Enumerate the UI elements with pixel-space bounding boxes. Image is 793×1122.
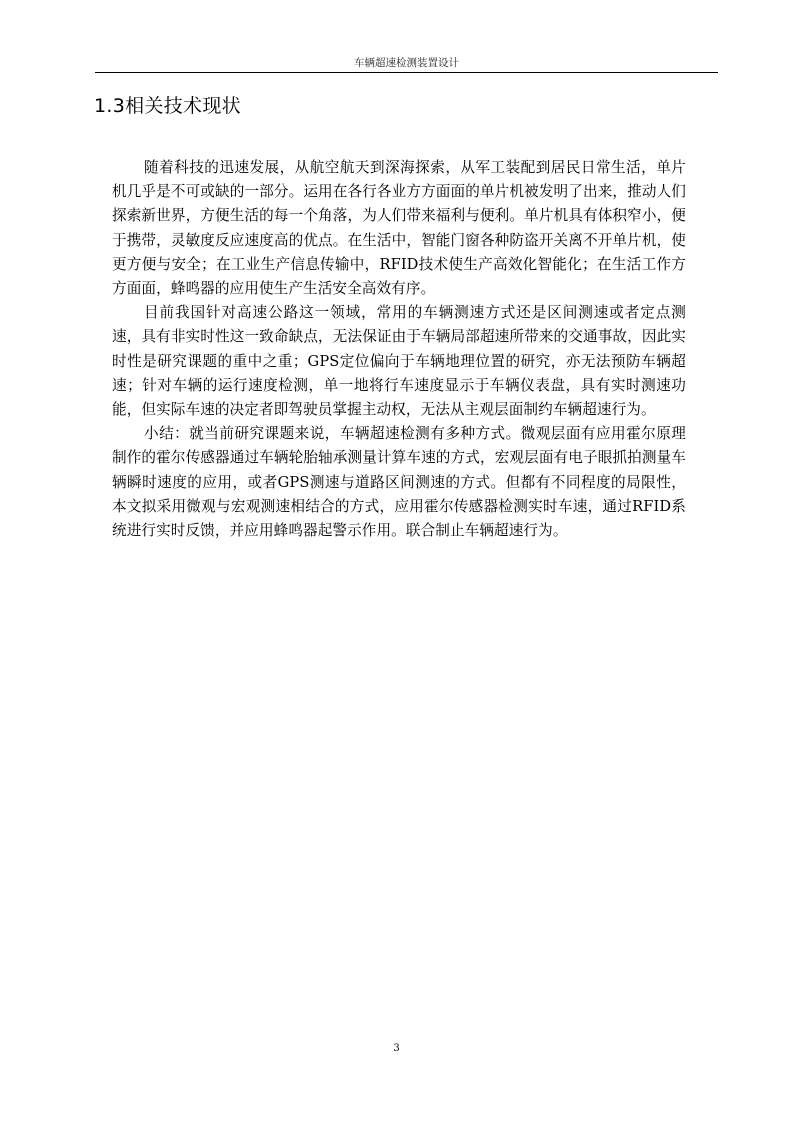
paragraph-current-status: 目前我国针对高速公路这一领域，常用的车辆测速方式还是区间测速或者定点测速，具有非实时性这一致命缺点，无法保证由于车辆局部超速所带来的交通事故，因此实时性是研究课题的重中之重；GPS定位偏向于车辆地理位置的研究，亦无法预防车辆超速；针对车辆的运行速度检测，单一地将行车速度显示于车辆仪表盘，具有实时测速功能，但实际车速的决定者即驾驶员掌握主动权，无法从主观层面制约车辆超速行为。: [112, 304, 686, 419]
body-text: [112, 156, 686, 543]
page-number: 3: [393, 1043, 400, 1054]
header-title: 车辆超速检测装置设计: [354, 57, 459, 69]
section-heading: 1.3相关技术现状: [94, 95, 241, 117]
paragraph-summary: 小结：就当前研究课题来说，车辆超速检测有多种方式。微观层面有应用霍尔原理制作的霍尔传感器通过车辆轮胎轴承测量计算车速的方式，宏观层面有电子眼抓拍测量车辆瞬时速度的应用，或者GPS测速与道路区间测速的方式。但都有不同程度的局限性，本文拟采用微观与宏观测速相结合的方式，应用霍尔传感器检测实时车速，通过RFID系统进行实时反馈，并应用蜂鸣器起警示作用。联合制止车辆超速行为。: [112, 425, 686, 540]
page-header: [95, 56, 718, 73]
paragraph-intro: 随着科技的迅速发展，从航空航天到深海探索，从军工装配到居民日常生活，单片机几乎是不可或缺的一部分。运用在各行各业方方面面的单片机被发明了出来，推动人们探索新世界，方便生活的每一个角落，为人们带来福利与便利。单片机具有体积窄小，便于携带，灵敏度反应速度高的优点。在生活中，智能门窗各种防盗开关离不开单片机，使更方便与安全；在工业生产信息传输中，RFID技术使生产高效化智能化；在生活工作方方面面，蜂鸣器的应用使生产生活安全高效有序。: [112, 159, 686, 298]
